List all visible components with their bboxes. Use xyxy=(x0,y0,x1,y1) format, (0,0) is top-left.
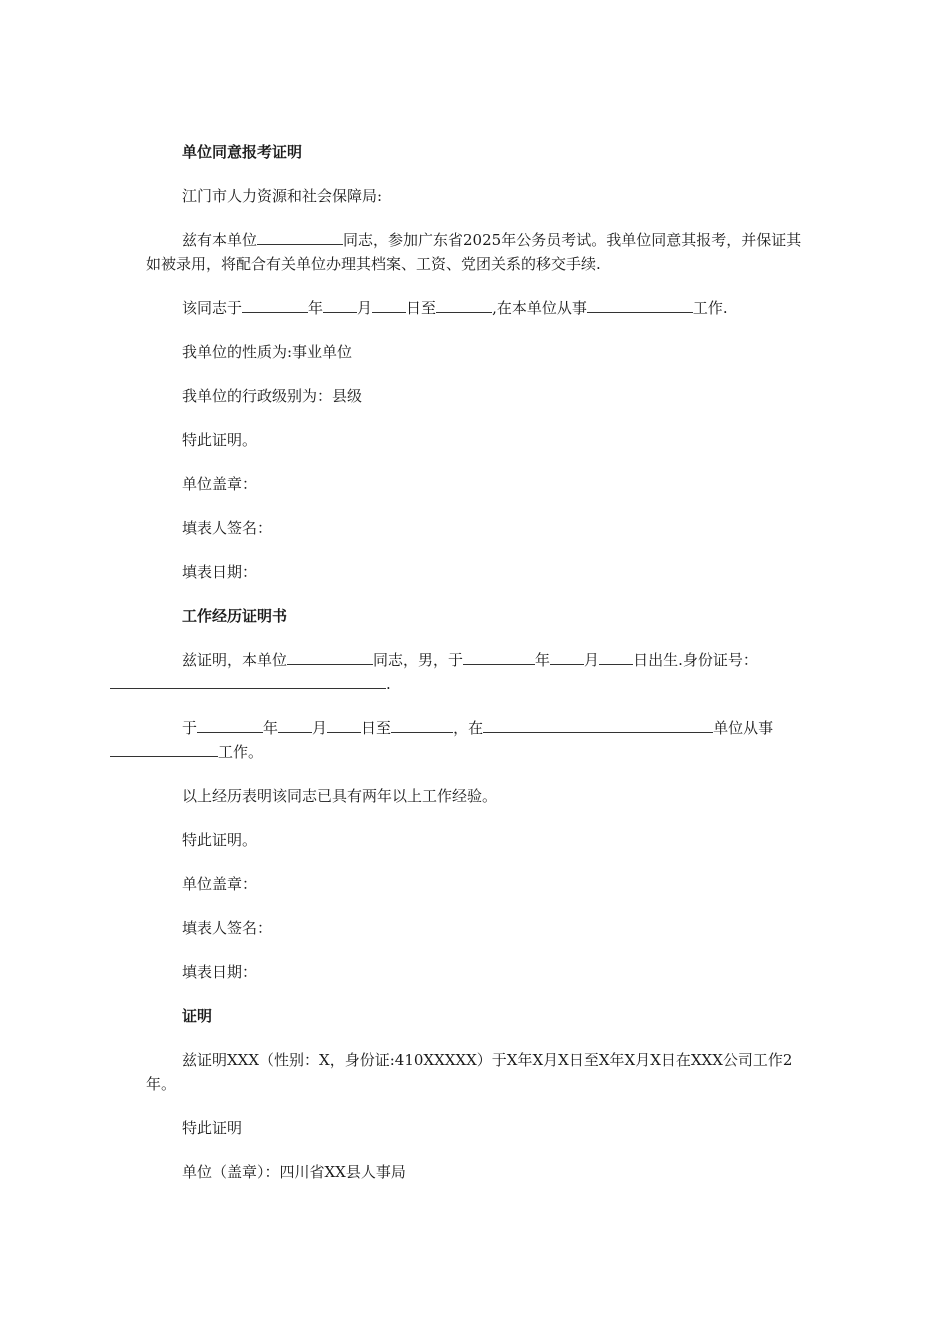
blank-year xyxy=(197,716,263,733)
section2-experience: 以上经历表明该同志已具有两年以上工作经验。 xyxy=(182,787,498,805)
section1-paragraph-consent xyxy=(146,228,806,276)
text-fragment: 年 xyxy=(263,719,279,737)
text-fragment: 同志，参加广东省2025年公务员考试。我单位同意其报考，并保证其如被录用，将配合有关单位办理其档案、工资、党团关系的移交手续. xyxy=(146,231,802,273)
text-fragment: ,在本单位从事 xyxy=(492,299,587,317)
section2-signer: 填表人签名： xyxy=(182,919,273,937)
blank-name xyxy=(287,648,373,665)
text-fragment: 兹有本单位 xyxy=(182,231,258,249)
text-fragment: 工作。 xyxy=(218,743,264,761)
blank-unit xyxy=(483,716,713,733)
section1-admin-level: 我单位的行政级别为：县级 xyxy=(182,387,363,405)
text-fragment: 单位从事 xyxy=(713,719,774,737)
blank-month xyxy=(323,296,357,313)
document-page xyxy=(146,140,806,1184)
blank-end-date xyxy=(391,716,453,733)
text-fragment: 日至 xyxy=(406,299,437,317)
blank-birth-year xyxy=(463,648,535,665)
section2-title: 工作经历证明书 xyxy=(182,607,288,625)
text-fragment: 日出生.身份证号： xyxy=(633,651,758,669)
text-fragment: 月 xyxy=(357,299,373,317)
section2-certify: 特此证明。 xyxy=(182,831,258,849)
text-fragment: 工作. xyxy=(692,299,728,317)
text-fragment: 兹证明，本单位 xyxy=(182,651,288,669)
blank-month xyxy=(278,716,312,733)
section3-unit: 单位（盖章）：四川省XX县人事局 xyxy=(182,1163,406,1181)
blank-job xyxy=(587,296,693,313)
section3-certify: 特此证明 xyxy=(182,1119,243,1137)
section1-seal: 单位盖章： xyxy=(182,475,258,493)
section2-paragraph-identity xyxy=(146,648,806,696)
blank-job xyxy=(110,740,218,757)
blank-birth-month xyxy=(550,648,584,665)
section1-date: 填表日期： xyxy=(182,563,258,581)
section2-seal: 单位盖章： xyxy=(182,875,258,893)
blank-birth-day xyxy=(599,648,633,665)
section1-certify: 特此证明。 xyxy=(182,431,258,449)
blank-day xyxy=(327,716,361,733)
section2-date: 填表日期： xyxy=(182,963,258,981)
text-fragment: 月 xyxy=(584,651,600,669)
section1-addressee: 江门市人力资源和社会保障局: xyxy=(182,187,383,205)
section1-unit-nature: 我单位的性质为:事业单位 xyxy=(182,343,353,361)
text-fragment: 日至 xyxy=(361,719,392,737)
text-fragment: 月 xyxy=(312,719,328,737)
blank-name xyxy=(257,228,343,245)
section1-title: 单位同意报考证明 xyxy=(182,143,303,161)
text-fragment: . xyxy=(386,675,391,693)
text-fragment: 年 xyxy=(535,651,551,669)
section2-paragraph-tenure xyxy=(146,716,806,764)
text-fragment: 于 xyxy=(182,719,198,737)
text-fragment: ，在 xyxy=(453,719,484,737)
section1-signer: 填表人签名： xyxy=(182,519,273,537)
section3-body: 兹证明XXX（性别：X，身份证:410XXXXX）于X年X月X日至X年X月X日在XXX公司工作2年。 xyxy=(146,1051,793,1093)
text-fragment: 年 xyxy=(308,299,324,317)
blank-day xyxy=(372,296,406,313)
text-fragment: 该同志于 xyxy=(182,299,243,317)
text-fragment: 同志，男，于 xyxy=(373,651,464,669)
section3-title: 证明 xyxy=(182,1007,213,1025)
section1-paragraph-tenure xyxy=(146,296,806,320)
blank-end-date xyxy=(436,296,492,313)
blank-year xyxy=(242,296,308,313)
blank-id-number xyxy=(110,672,386,689)
